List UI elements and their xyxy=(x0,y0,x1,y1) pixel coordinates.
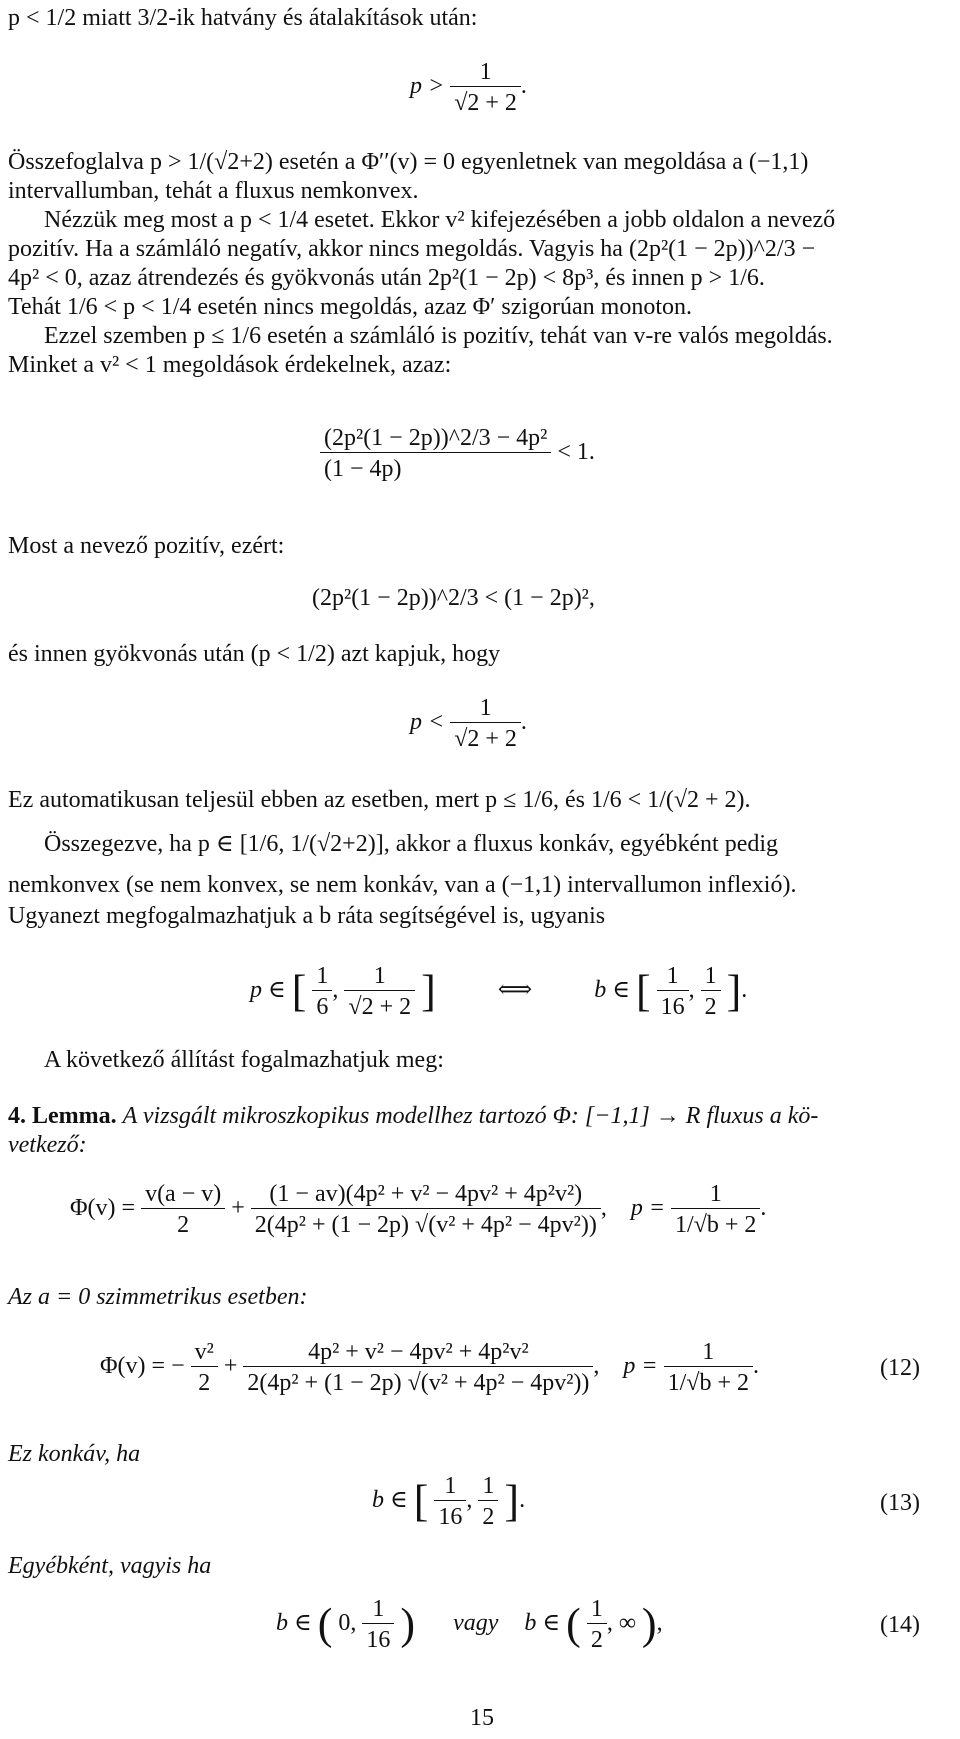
eq5-right: b ∈ xyxy=(594,977,630,1004)
eq8-frac-2-den: 2 xyxy=(478,1500,498,1531)
equation-1 xyxy=(410,58,527,117)
eq7-frac-p-num: 1 xyxy=(702,1339,715,1365)
eq6-lhs: Φ(v) = xyxy=(70,1195,136,1222)
text-line-17: Az a = 0 szimmetrikus esetben: xyxy=(8,1284,308,1310)
eq9-zero: 0, xyxy=(338,1610,357,1637)
eq9-frac-2 xyxy=(587,1595,607,1654)
eq7-p: p = xyxy=(623,1353,658,1380)
eq4-end: . xyxy=(520,709,527,736)
eq8-frac-1-den: 16 xyxy=(434,1500,466,1531)
eq5-frac-4-num: 1 xyxy=(704,963,717,989)
eq5-frac-4-den: 2 xyxy=(701,990,721,1021)
eq7-lhs: Φ(v) = − xyxy=(100,1353,185,1380)
eq9-paren-open-1: ( xyxy=(317,1599,333,1649)
eq8-bracket-open: [ xyxy=(413,1476,429,1526)
equation-number-12: (12) xyxy=(880,1355,920,1381)
eq5-frac-1 xyxy=(312,962,332,1021)
eq6-frac-2-den: 2(4p² + (1 − 2p) √(v² + 4p² − 4pv²)) xyxy=(251,1208,601,1239)
eq6-frac-1-den: 2 xyxy=(141,1208,225,1239)
eq9-vagy: vagy xyxy=(453,1610,499,1637)
eq4-fraction xyxy=(450,694,521,753)
eq5-left: p ∈ xyxy=(250,977,286,1004)
eq9-b1: b ∈ xyxy=(276,1610,312,1637)
eq7-frac-1-num: v² xyxy=(194,1339,214,1365)
eq7-frac-2-den: 2(4p² + (1 − 2p) √(v² + 4p² − 4pv²)) xyxy=(243,1366,593,1397)
text-line-19: Egyébként, vagyis ha xyxy=(8,1553,212,1579)
text-line-12: Ez automatikusan teljesül ebben az esetben, mert p ≤ 1/6, és 1/6 < 1/(√2 + 2). xyxy=(8,787,751,813)
equation-7: Φ(v) = − $\frac{\text{v²}}{2}$ + $\frac{\text{4p² + v² − 4pv² + 4p²v²}}{\text{2(4p² + (1 − 2p) √(v² + 4p² − 4pv²))}}$ , p = $\frac{1}{1/√b + 2}$ . xyxy=(100,1339,759,1396)
eq4-numerator: 1 xyxy=(479,695,492,721)
eq5-iff: ⟺ xyxy=(497,977,533,1004)
eq4-lhs: p < xyxy=(410,709,445,736)
text-line-5: pozitív. Ha a számláló negatív, akkor nincs megoldás. Vagyis ha (2p²(1 − 2p))^2/3 − xyxy=(8,236,816,262)
text-line-9: Minket a v² < 1 megoldások érdekelnek, azaz: xyxy=(8,352,452,378)
eq5-bracket-open: [ xyxy=(291,966,307,1016)
eq5-frac-2-num: 1 xyxy=(373,963,386,989)
lemma-text-2: vetkező: xyxy=(8,1132,87,1158)
lemma-text-1: A vizsgált mikroszkopikus modellhez tartozó Φ: [−1,1] → R fluxus a kö- xyxy=(122,1103,819,1129)
equation-6: Φ(v) = $\frac{v(a - v)}{2}$ + $\frac{\text{(1 − av)(4p² + v² − 4pv² + 4p²v²)}}{\text{2(4p² + (1 − 2p) √(v² + 4p² − 4pv²))}}$ , p = $\frac{1}{1/√b + 2}$ . xyxy=(70,1181,767,1238)
eq9-frac-2-num: 1 xyxy=(590,1596,603,1622)
eq7-frac-2 xyxy=(243,1338,593,1397)
eq6-frac-p xyxy=(671,1180,760,1239)
eq5-frac-3-num: 1 xyxy=(666,963,679,989)
eq5-bracket-close-2: ] xyxy=(726,966,742,1016)
text-line-10: Most a nevező pozitív, ezért: xyxy=(8,533,285,559)
eq9-frac-1-den: 16 xyxy=(362,1623,394,1654)
text-line-15: Ugyanezt megfogalmazhatjuk a b ráta segítségével is, ugyanis xyxy=(8,903,606,929)
eq2-denominator: (1 − 4p) xyxy=(320,452,551,483)
eq6-frac-2 xyxy=(251,1180,601,1239)
eq5-frac-4 xyxy=(701,962,721,1021)
eq6-frac-1 xyxy=(141,1180,225,1239)
eq8-frac-2-num: 1 xyxy=(482,1473,495,1499)
eq5-bracket-open-2: [ xyxy=(635,966,651,1016)
eq6-frac-1-num: v(a − v) xyxy=(145,1181,222,1207)
equation-number-14: (14) xyxy=(880,1612,920,1638)
text-line-3: intervallumban, tehát a fluxus nemkonvex. xyxy=(8,178,419,204)
eq2-rhs: < 1. xyxy=(557,439,595,466)
text-line-4: Nézzük meg most a p < 1/4 esetet. Ekkor v² kifejezésében a jobb oldalon a nevező xyxy=(44,207,836,233)
eq8-frac-1-num: 1 xyxy=(444,1473,457,1499)
eq7-frac-p-den: 1/√b + 2 xyxy=(664,1366,753,1397)
eq9-frac-1-num: 1 xyxy=(372,1596,385,1622)
text-line-18: Ez konkáv, ha xyxy=(8,1441,141,1467)
eq9-paren-close-2: ) xyxy=(641,1599,657,1649)
equation-9: b ∈ ( 0, $\frac{1}{16}$ ) vagy b ∈ ( $\frac{1}{2}$ , ∞ ), xyxy=(276,1596,663,1653)
eq1-end: . xyxy=(520,73,527,100)
eq5-frac-3-den: 16 xyxy=(657,990,689,1021)
eq6-frac-2-num: (1 − av)(4p² + v² − 4pv² + 4p²v²) xyxy=(269,1181,583,1207)
eq8-frac-2 xyxy=(478,1472,498,1531)
text-line-11: és innen gyökvonás után (p < 1/2) azt kapjuk, hogy xyxy=(8,641,501,667)
lemma-heading xyxy=(8,1102,818,1130)
eq5-frac-2 xyxy=(344,962,415,1021)
eq9-paren-close-1: ) xyxy=(400,1599,416,1649)
eq5-frac-3 xyxy=(657,962,689,1021)
eq7-frac-1 xyxy=(191,1338,218,1397)
text-line-13: Összegezve, ha p ∈ [1/6, 1/(√2+2)], akkor a fluxus konkáv, egyébként pedig xyxy=(44,831,779,857)
eq6-frac-p-den: 1/√b + 2 xyxy=(671,1208,760,1239)
eq7-frac-p xyxy=(664,1338,753,1397)
text-line-6: 4p² < 0, azaz átrendezés és gyökvonás után 2p²(1 − 2p) < 8p³, és innen p > 1/6. xyxy=(8,265,765,291)
eq5-frac-1-num: 1 xyxy=(316,963,329,989)
text-line-1: p < 1/2 miatt 3/2-ik hatvány és átalakítások után: xyxy=(8,5,478,31)
eq1-numerator: 1 xyxy=(479,59,492,85)
equation-5: p ∈ [ $\frac{1}{6}$ , $\frac{1}{√2 + 2}$ ] ⟺ b ∈ [ $\frac{1}{16}$ , $\frac{1}{2}$ ]. xyxy=(250,963,748,1020)
eq1-fraction xyxy=(450,58,521,117)
page-number: 15 xyxy=(470,1705,494,1731)
text-line-7: Tehát 1/6 < p < 1/4 esetén nincs megoldás, azaz Φ′ szigorúan monoton. xyxy=(8,294,693,320)
text-line-16: A következő állítást fogalmazhatjuk meg: xyxy=(44,1047,444,1073)
equation-8: b ∈ [ $\frac{1}{16}$ , $\frac{1}{2}$ ]. xyxy=(372,1473,526,1530)
eq9-frac-2-den: 2 xyxy=(587,1623,607,1654)
eq7-frac-1-den: 2 xyxy=(191,1366,218,1397)
lemma-label: 4. Lemma. xyxy=(8,1103,117,1129)
eq5-frac-2-den: √2 + 2 xyxy=(344,990,415,1021)
text-line-14: nemkonvex (se nem konvex, se nem konkáv, van a (−1,1) intervallumon inflexió). xyxy=(8,872,797,898)
equation-number-13: (13) xyxy=(880,1490,920,1516)
equation-4 xyxy=(410,694,527,753)
equation-3: (2p²(1 − 2p))^2/3 < (1 − 2p)², xyxy=(312,585,595,611)
eq9-paren-open-2: ( xyxy=(566,1599,581,1649)
eq6-p: p = xyxy=(630,1195,666,1222)
eq9-b2: b ∈ xyxy=(524,1610,561,1637)
eq7-frac-2-num: 4p² + v² − 4pv² + 4p²v² xyxy=(308,1339,529,1365)
eq1-lhs: p > xyxy=(410,73,445,100)
eq8-frac-1 xyxy=(434,1472,466,1531)
eq6-frac-p-num: 1 xyxy=(709,1181,722,1207)
eq5-bracket-close: ] xyxy=(421,966,436,1016)
text-line-8: Ezzel szemben p ≤ 1/6 esetén a számláló is pozitív, tehát van v-re valós megoldás. xyxy=(44,323,833,349)
eq8-lhs: b ∈ xyxy=(372,1487,408,1514)
eq2-fraction xyxy=(320,424,551,483)
eq9-infinity: , ∞ xyxy=(606,1610,636,1637)
text-line-2: Összefoglalva p > 1/(√2+2) esetén a Φ′′(v) = 0 egyenletnek van megoldása a (−1,1) xyxy=(8,149,809,175)
equation-2 xyxy=(320,424,595,483)
eq2-numerator: (2p²(1 − 2p))^2/3 − 4p² xyxy=(324,425,548,451)
eq8-bracket-close: ] xyxy=(504,1476,520,1526)
eq4-denominator: √2 + 2 xyxy=(450,722,521,753)
eq5-frac-1-den: 6 xyxy=(312,990,332,1021)
eq9-frac-1 xyxy=(362,1595,394,1654)
eq1-denominator: √2 + 2 xyxy=(450,86,521,117)
